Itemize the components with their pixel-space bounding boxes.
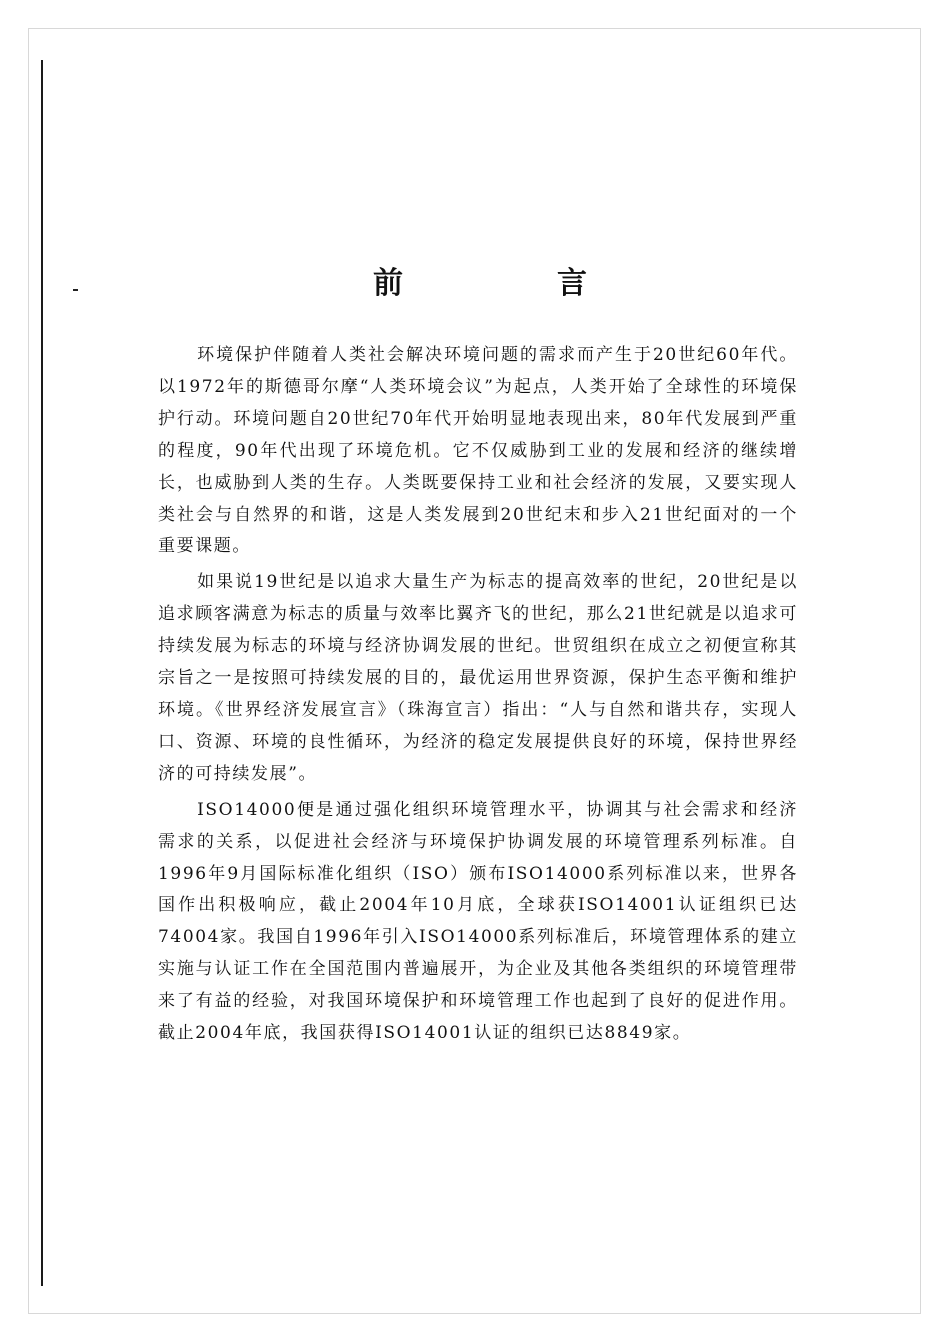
- left-margin-rule: [41, 60, 43, 1286]
- paragraph-2: 如果说19世纪是以追求大量生产为标志的提高效率的世纪，20世纪是以追求顾客满意为标志的质量与效率比翼齐飞的世纪，那么21世纪就是以追求可持续发展为标志的环境与经济协调发展的世纪。世贸组织在成立之初便宣称其宗旨之一是按照可持续发展的目的，最优运用世界资源，保护生态平衡和维护环境。《世界经济发展宣言》（珠海宣言）指出：“人与自然和谐共存，实现人口、资源、环境的良性循环，为经济的稳定发展提供良好的环境，保持世界经济的可持续发展”。: [158, 572, 798, 784]
- scan-mark: [73, 289, 78, 291]
- paragraph-1: 环境保护伴随着人类社会解决环境问题的需求而产生于20世纪60年代。以1972年的斯德哥尔摩“人类环境会议”为起点，人类开始了全球性的环境保护行动。环境问题自20世纪70年代开始明显地表现出来，80年代发展到严重的程度，90年代出现了环境危机。它不仅威胁到工业的发展和经济的继续增长，也威胁到人类的生存。人类既要保持工业和社会经济的发展，又要实现人类社会与自然界的和谐，这是人类发展到20世纪末和步入21世纪面对的一个重要课题。: [158, 345, 798, 557]
- body-text: [158, 340, 798, 1054]
- page-title: 前 言: [373, 266, 649, 301]
- paragraph-3: ISO14000便是通过强化组织环境管理水平，协调其与社会需求和经济需求的关系，以促进社会经济与环境保护协调发展的环境管理系列标准。自1996年9月国际标准化组织（ISO）颁布ISO14000系列标准以来，世界各国作出积极响应，截止2004年10月底，全球获ISO14001认证组织已达74004家。我国自1996年引入ISO14000系列标准后，环境管理体系的建立实施与认证工作在全国范围内普遍展开，为企业及其他各类组织的环境管理带来了有益的经验，对我国环境保护和环境管理工作也起到了良好的促进作用。截止2004年底，我国获得ISO14001认证的组织已达8849家。: [158, 799, 798, 1044]
